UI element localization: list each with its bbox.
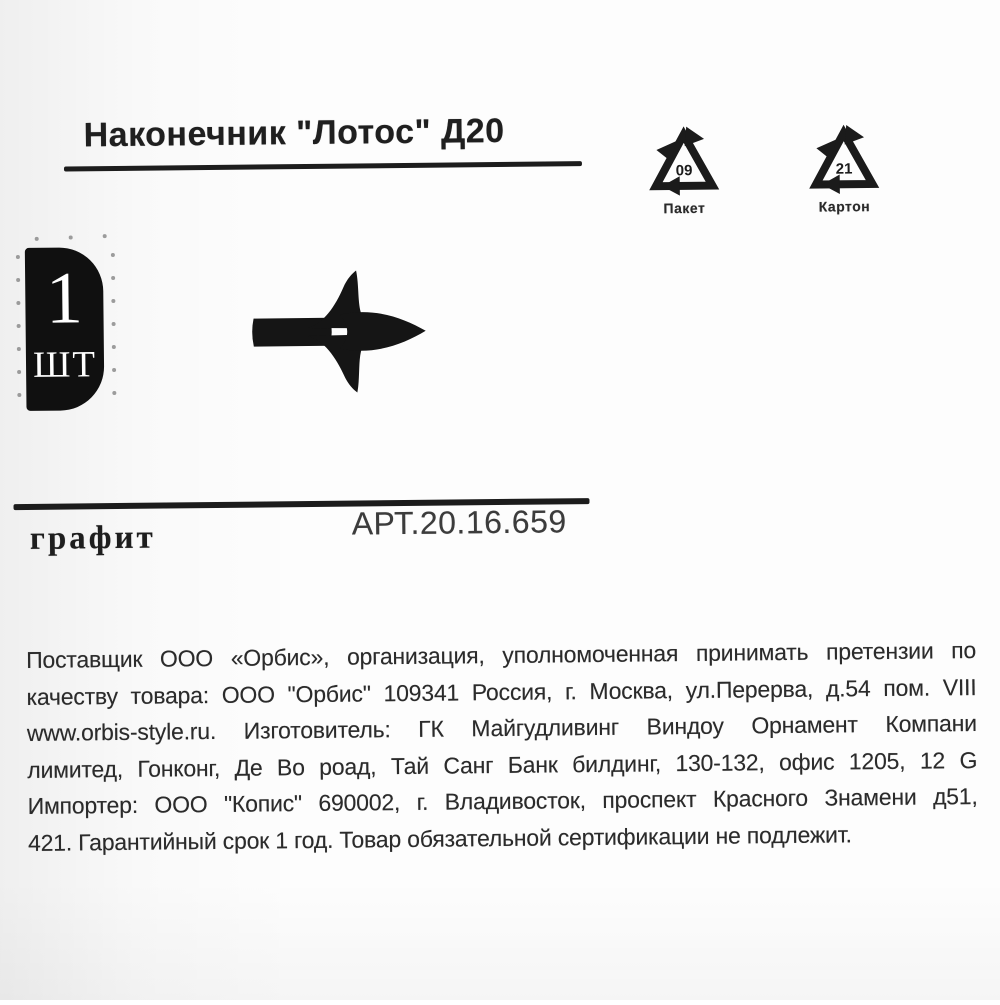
perforation-dot [111,276,115,280]
recycling-triangle-icon [644,124,725,201]
recycling-material-label: Картон [818,198,871,215]
perforation-dot [112,368,116,372]
perforation-dot [69,235,73,239]
perforation-dot [17,347,21,351]
product-title: Наконечник "Лотос" Д20 [83,111,505,155]
recycling-material-label: Пакет [663,199,706,217]
article-number: АРТ.20.16.659 [351,503,567,542]
legal-info-paragraph [26,637,978,866]
info-line: лимитед, Гонконг, Де Во роад, Тай Санг Банк билдинг, 130-132, офис 1205, 12 G [27,746,978,783]
perforation-dot [112,345,116,349]
finial-silhouette-image [249,269,428,395]
perforation-dot [17,393,21,397]
recycling-mark-cardboard [801,122,888,215]
quantity-value: 1 [45,257,84,340]
info-line: www.orbis-style.ru. Изготовитель: ГК Майгудливинг Виндоу Орнамент Компани [26,710,977,746]
perforation-dot [17,324,21,328]
recycling-code: 21 [835,160,853,178]
perforation-dot [17,370,21,374]
perforation-dot [35,237,39,241]
perforation-dot [111,299,115,303]
perforation-dot [111,253,115,257]
perforation-dot [16,255,20,259]
material-label: графит [29,519,156,557]
perforation-dot [103,234,107,238]
recycling-code: 09 [675,162,693,180]
info-line: Поставщик ООО «Орбис», организация, уполномоченная принимать претензии по [25,637,977,673]
recycling-mark-plastic [641,124,728,217]
quantity-unit: ШТ [32,344,98,386]
info-line: 421. Гарантийный срок 1 год. Товар обязательной сертификации не подлежит. [27,820,852,856]
perforation-dot [112,322,116,326]
info-line: качеству товара: ООО "Орбис" 109341 Россия, г. Москва, ул.Перерва, д.54 пом. VIII [26,673,977,710]
perforation-dot [112,391,116,395]
info-line: Импортер: ООО "Копис" 690002, г. Владивосток, проспект Красного Знамени д51, [27,783,978,819]
recycling-triangle-icon [804,122,885,199]
perforation-dot [16,278,20,282]
title-underline [64,161,582,171]
perforation-dot [16,301,20,305]
quantity-badge [25,247,105,411]
